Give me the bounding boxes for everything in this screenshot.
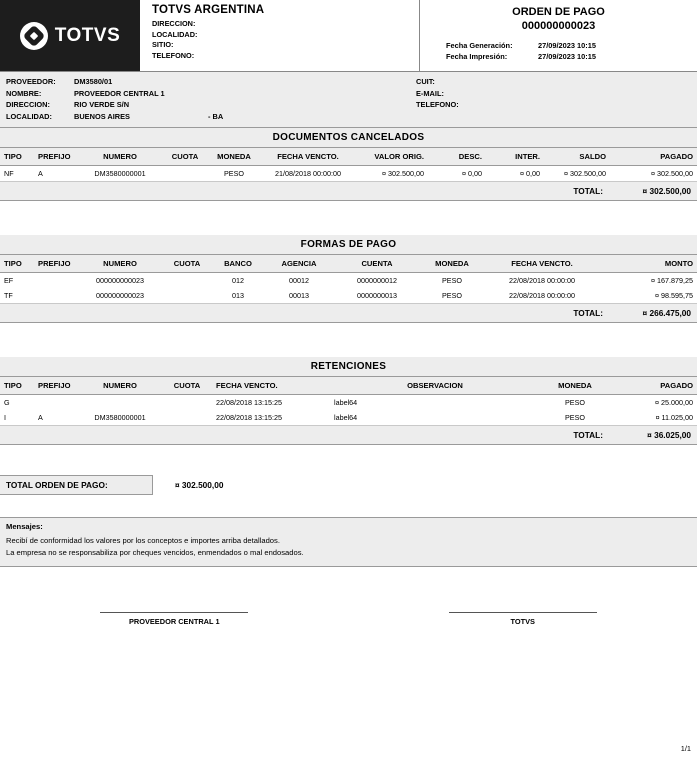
cell-cuenta: 0000000013 [357,291,397,300]
provider-cuit-label: CUIT: [416,77,435,86]
cell-observacion: label64 [334,398,358,407]
brand-name: TOTVS [54,24,121,46]
col-numero: NUMERO [78,148,162,166]
total-order-value: ¤ 302.500,00 [152,475,697,495]
cell-inter: ¤ 0,00 [520,169,540,178]
page-number: 1/1 [680,744,691,753]
col-prefijo: PREFIJO [34,148,78,166]
signature-company [349,612,697,626]
table-row [0,410,697,425]
section-documentos-cancelados [0,128,697,201]
col-fecha-vencto: FECHA VENCTO. [484,255,600,273]
company-field-label-direccion: DIRECCION: [152,19,196,28]
col-fecha-vencto: FECHA VENCTO. [260,148,356,166]
formas-total-value: ¤ 266.475,00 [642,308,691,318]
cell-tipo: NF [4,169,14,178]
retenciones-total-bar [0,425,697,445]
cell-moneda: PESO [565,398,585,407]
messages-line-1: Recibí de conformidad los valores por los conceptos e importes arriba detallados. [6,536,280,545]
documentos-total-bar [0,181,697,201]
cell-valor: ¤ 302.500,00 [382,169,424,178]
print-date-label: Fecha Impresión: [446,52,508,61]
company-field-label-sitio: SITIO: [152,40,174,49]
provider-city-label: LOCALIDAD: [6,111,52,121]
cell-observacion: label64 [334,413,358,422]
cell-banco: 012 [232,276,244,285]
table-header-row [0,148,697,166]
cell-pagado: ¤ 25.000,00 [655,398,693,407]
cell-fecha: 21/08/2018 00:00:00 [275,169,341,178]
cell-agencia: 00013 [289,291,309,300]
table-header-row [0,377,697,395]
col-valor-orig: VALOR ORIG. [356,148,428,166]
retenciones-total-label: TOTAL: [573,430,603,440]
cell-tipo: EF [4,276,14,285]
cell-cuota [162,395,212,411]
cell-tipo: G [4,398,10,407]
total-order-label: TOTAL ORDEN DE PAGO: [6,480,108,490]
print-date-value: 27/09/2023 10:15 [538,52,596,61]
col-cuota: CUOTA [162,255,212,273]
col-cuenta: CUENTA [334,255,420,273]
table-row [0,166,697,182]
signature-provider-name: PROVEEDOR CENTRAL 1 [128,617,220,626]
cell-moneda: PESO [442,276,462,285]
order-number: 000000000023 [521,20,596,32]
cell-moneda: PESO [442,291,462,300]
brand-logo [0,0,140,71]
formas-table [0,255,697,303]
cell-prefijo: A [38,169,43,178]
cell-prefijo [34,273,78,289]
generation-date-value: 27/09/2023 10:15 [538,41,596,50]
col-tipo: TIPO [0,377,34,395]
signature-line [449,612,597,613]
table-row [0,395,697,411]
order-dates [420,40,697,62]
signatures-block [0,612,697,626]
section-title-formas: FORMAS DE PAGO [0,235,697,255]
messages-title: Mensajes: [6,522,43,531]
company-field-label-telefono: TELEFONO: [152,50,195,60]
provider-state-value: - BA [208,111,224,121]
provider-address-label: DIRECCION: [6,100,50,109]
order-title: ORDEN DE PAGO [512,6,605,18]
table-row [0,288,697,303]
col-cuota: CUOTA [162,148,208,166]
col-moneda: MONEDA [208,148,260,166]
col-numero: NUMERO [78,377,162,395]
company-block [140,0,419,71]
col-observacion: OBSERVACION [330,377,540,395]
cell-pagado: ¤ 11.025,00 [655,413,693,422]
cell-cuota [162,273,212,289]
cell-fecha: 22/08/2018 00:00:00 [509,276,575,285]
documentos-total-label: TOTAL: [573,186,603,196]
cell-prefijo [34,288,78,303]
retenciones-table [0,377,697,425]
company-fields [152,19,419,61]
company-field-label-localidad: LOCALIDAD: [152,29,198,39]
cell-numero: DM3580000001 [94,413,146,422]
cell-numero: DM3580000001 [94,169,146,178]
cell-moneda: PESO [565,413,585,422]
provider-phone-label: TELEFONO: [416,100,459,109]
col-tipo: TIPO [0,148,34,166]
provider-name-label: NOMBRE: [6,88,42,98]
cell-fecha: 22/08/2018 00:00:00 [509,291,575,300]
document-header [0,0,697,72]
provider-code-value: DM3580/01 [74,77,113,86]
col-moneda: MONEDA [540,377,610,395]
table-row [0,273,697,289]
cell-tipo: TF [4,291,13,300]
provider-code-label: PROVEEDOR: [6,77,56,86]
col-saldo: SALDO [544,148,610,166]
cell-fecha: 22/08/2018 13:15:25 [216,413,282,422]
col-cuota: CUOTA [162,377,212,395]
cell-numero: 000000000023 [96,276,144,285]
col-moneda: MONEDA [420,255,484,273]
generation-date-label: Fecha Generación: [446,41,513,50]
provider-block [0,72,697,128]
company-name: TOTVS ARGENTINA [152,4,265,16]
totvs-logo-icon [20,22,48,50]
cell-fecha: 22/08/2018 13:15:25 [216,398,282,407]
section-title-retenciones: RETENCIONES [0,357,697,377]
col-numero: NUMERO [78,255,162,273]
cell-cuota [162,288,212,303]
col-agencia: AGENCIA [264,255,334,273]
signature-line [100,612,248,613]
provider-name-value: PROVEEDOR CENTRAL 1 [74,88,165,98]
formas-total-label: TOTAL: [573,308,603,318]
messages-line-2: La empresa no se responsabiliza por cheques vencidos, enmendados o mal endosados. [6,548,304,557]
col-prefijo: PREFIJO [34,255,78,273]
table-header-row [0,255,697,273]
col-prefijo: PREFIJO [34,377,78,395]
provider-city-value: BUENOS AIRES [74,111,130,121]
signature-provider [0,612,349,626]
signature-company-name: TOTVS [510,617,535,626]
total-order-bar [0,475,697,495]
section-title-documentos: DOCUMENTOS CANCELADOS [0,128,697,148]
col-fecha-vencto: FECHA VENCTO. [212,377,330,395]
cell-banco: 013 [232,291,244,300]
col-monto: MONTO [600,255,697,273]
cell-numero [78,395,162,411]
cell-saldo: ¤ 302.500,00 [564,169,606,178]
cell-monto: ¤ 167.879,25 [651,276,693,285]
cell-prefijo: A [38,413,43,422]
cell-desc: ¤ 0,00 [462,169,482,178]
cell-monto: ¤ 98.595,75 [655,291,693,300]
cell-numero: 000000000023 [96,291,144,300]
col-inter: INTER. [486,148,544,166]
messages-block [0,517,697,567]
cell-tipo: I [4,413,6,422]
cell-pagado: ¤ 302.500,00 [651,169,693,178]
cell-cuota [162,410,212,425]
col-banco: BANCO [212,255,264,273]
col-desc: DESC. [428,148,486,166]
cell-cuota [162,166,208,182]
retenciones-total-value: ¤ 36.025,00 [647,430,691,440]
section-formas-de-pago [0,235,697,323]
col-pagado: PAGADO [610,377,697,395]
col-pagado: PAGADO [610,148,697,166]
formas-total-bar [0,303,697,323]
col-tipo: TIPO [0,255,34,273]
provider-address-value: RIO VERDE S/N [74,100,130,109]
documentos-total-value: ¤ 302.500,00 [642,186,691,196]
cell-cuenta: 0000000012 [357,276,397,285]
cell-agencia: 00012 [289,276,309,285]
cell-moneda: PESO [224,169,244,178]
provider-email-label: E-MAIL: [416,88,444,98]
section-retenciones [0,357,697,445]
cell-prefijo [34,395,78,411]
order-block [419,0,697,71]
documentos-table [0,148,697,181]
